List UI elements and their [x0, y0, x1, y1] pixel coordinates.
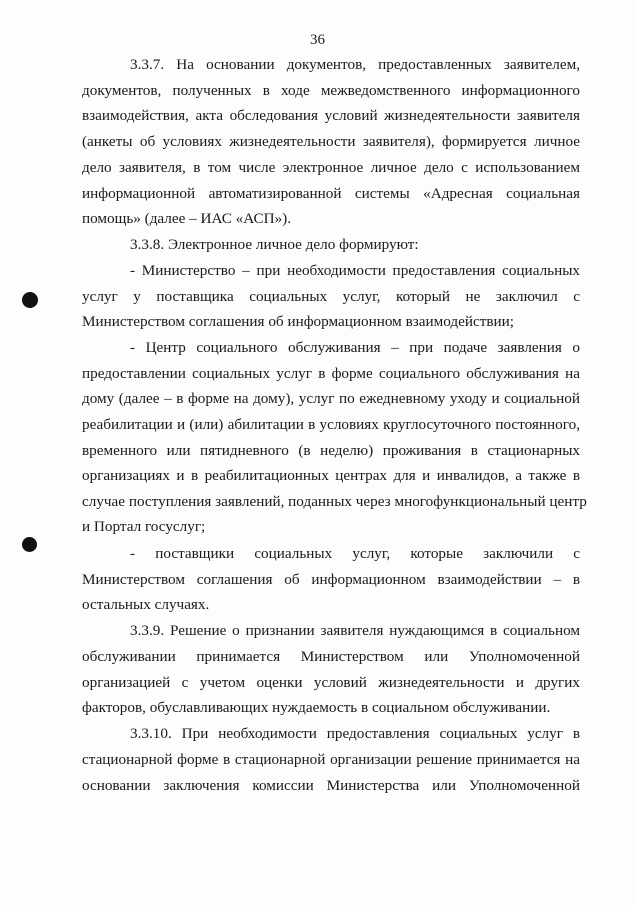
text-line: организацией с учетом оценки условий жизнедеятельности и других [82, 674, 580, 691]
text-line: и Портал госуслуг; [82, 518, 206, 535]
page-number: 36 [310, 32, 325, 48]
text-line: 3.3.10. При необходимости предоставления социальных услуг в [130, 725, 580, 742]
text-line: временного или пятидневного (в неделю) проживания в стационарных [82, 442, 580, 459]
text-line: 3.3.9. Решение о признании заявителя нуждающимся в социальном [130, 622, 580, 639]
text-line: остальных случаях. [82, 596, 210, 613]
text-line: организациях и в реабилитационных центрах для и инвалидов, а также в [82, 467, 580, 484]
text-line: случае поступления заявлений, поданных через многофункциональный центр [82, 493, 587, 510]
text-line: реабилитации и (или) абилитации в условиях круглосуточного постоянного, [82, 416, 580, 433]
text-line: 3.3.7. На основании документов, предоставленных заявителем, [130, 56, 580, 73]
text-line: документов, полученных в ходе межведомственного информационного [82, 82, 580, 99]
text-line: обслуживании принимается Министерством или Уполномоченной [82, 648, 580, 665]
text-line: 3.3.8. Электронное личное дело формируют: [130, 236, 419, 253]
text-line: взаимодействия, акта обследования условий жизнедеятельности заявителя [82, 107, 580, 124]
text-line: стационарной форме в стационарной организации решение принимается на [82, 751, 580, 768]
text-line: факторов, обуславливающих нуждаемость в социальном обслуживании. [82, 699, 551, 716]
text-line: помощь» (далее – ИАС «АСП»). [82, 210, 292, 227]
text-line: Министерством соглашения об информационном взаимодействии; [82, 313, 515, 330]
text-line: - Центр социального обслуживания – при подаче заявления о [130, 339, 580, 356]
text-line: предоставлении социальных услуг в форме социального обслуживания на [82, 365, 580, 382]
text-line: основании заключения комиссии Министерства или Уполномоченной [82, 777, 580, 794]
text-line: услуг у поставщика социальных услуг, который не заключил с [82, 288, 580, 305]
punch-hole-bottom [22, 537, 37, 552]
text-line: дело заявителя, в том числе электронное личное дело с использованием [82, 159, 580, 176]
text-line: информационной автоматизированной системы «Адресная социальная [82, 185, 580, 202]
text-line: (анкеты об условиях жизнедеятельности заявителя), формируется личное [82, 133, 580, 150]
text-line: - Министерство – при необходимости предоставления социальных [130, 262, 580, 279]
text-line: Министерством соглашения об информационном взаимодействии – в [82, 571, 580, 588]
punch-hole-top [22, 292, 38, 308]
text-line: дому (далее – в форме на дому), услуг по ежедневному уходу и социальной [82, 390, 580, 407]
text-line: - поставщики социальных услуг, которые заключили с [130, 545, 580, 562]
